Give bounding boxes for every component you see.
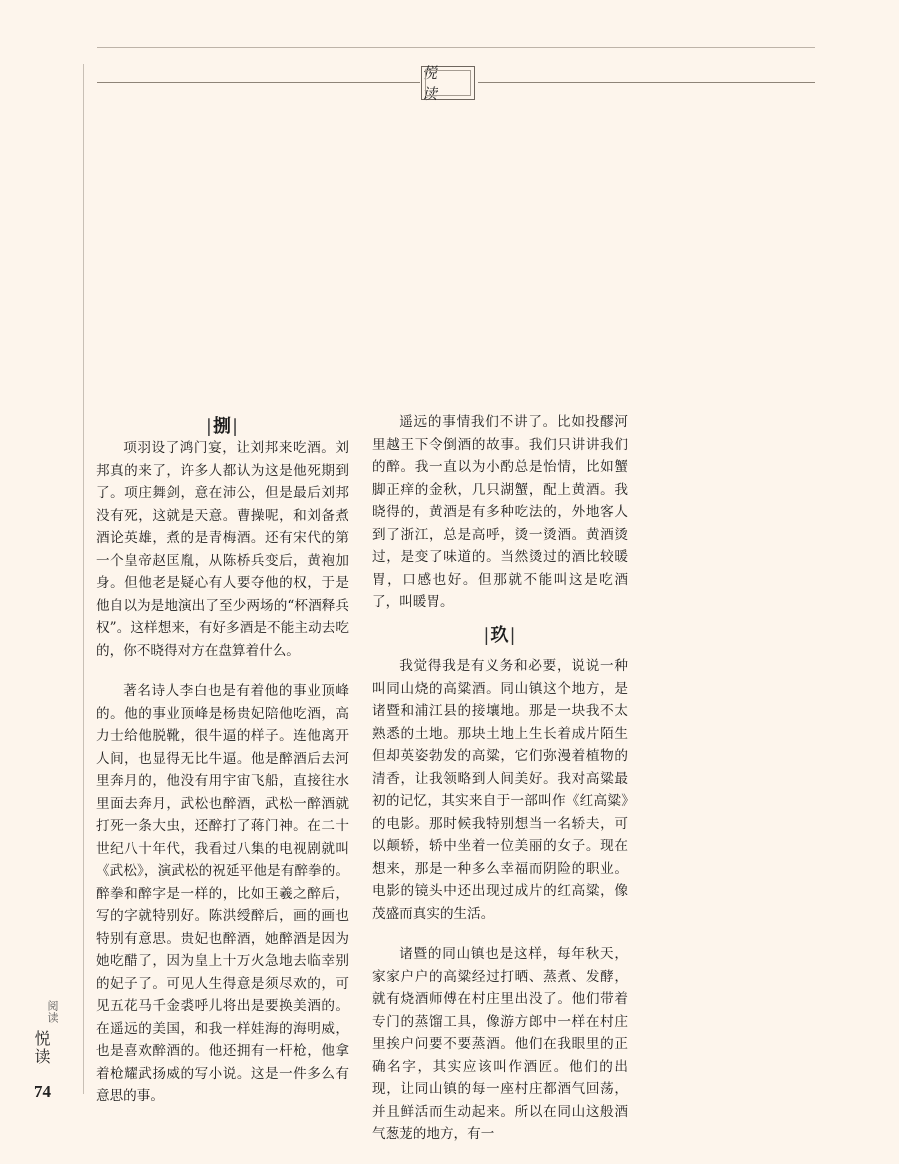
paragraph: 我觉得我是有义务和必要，说说一种叫同山烧的高粱酒。同山镇这个地方，是诸暨和浦江县的接壤地。那是一块我不太熟悉的土地。那块土地上生长着成片陌生但却英姿勃发的高粱，它们弥漫着植物的清香，让我领略到人间美好。我对高粱最初的记忆，其实来自于一部叫作《红高粱》的电影。那时候我特别想当一名轿夫，可以颠轿，轿中坐着一位美丽的女子。现在想来，那是一种多么幸福而阴险的职业。电影的镜头中还出现过成片的红高粱，像茂盛而真实的生活。 [372, 658, 628, 922]
page-number: 74 [34, 1082, 51, 1101]
top-rule [97, 47, 815, 48]
header-line-right [478, 82, 815, 83]
left-column [96, 437, 349, 1126]
margin-rule [83, 64, 84, 1094]
section-title-eight-text: 捌 [213, 416, 232, 437]
paragraph: 著名诗人李白也是有着他的事业顶峰的。他的事业顶峰是杨贵妃陪他吃酒，高力士给他脱靴，很牛逼的样子。连他离开人间，也显得无比牛逼。他是醉酒后去河里奔月的，他没有用宇宙飞船，直接往水里面去奔月，武松也醉酒，武松一醉酒就打死一条大虫，还醉打了蒋门神。在二十世纪八十年代，我看过八集的电视剧就叫《武松》，演武松的祝延平他是有醉拳的。醉拳和醉字是一样的，比如王羲之醉后，写的字就特别好。陈洪绶醉后，画的画也特别有意思。贵妃也醉酒，她醉酒是因为她吃醋了，因为皇上十万火急地去临幸别的妃子了。可见人生得意是须尽欢的，可见五花马千金裘呼儿将出是要换美酒的。在遥远的美国，和我一样娃海的海明威，也是喜欢醉酒的。他还拥有一杆枪，他拿着枪耀武扬威的写小说。这是一件多么有意思的事。 [96, 683, 349, 1104]
paragraph: 诸暨的同山镇也是这样，每年秋天，家家户户的高粱经过打晒、蒸煮、发酵，就有烧酒师傅在村庄里出没了。他们带着专门的蒸馏工具，像游方郎中一样在村庄里挨户问要不要蒸酒。他们在我眼里的正确名字，其实应该叫作酒匠。他们的出现，让同山镇的每一座村庄都酒气回荡，并且鲜活而生动起来。所以在同山这般酒气葱茏的地方，有一 [372, 946, 628, 1142]
right-column-top [372, 411, 628, 632]
section-title-eight: |捌| [205, 416, 240, 437]
paragraph: 遥远的事情我们不讲了。比如投醪河里越王下令倒酒的故事。我们只讲讲我们的醉。我一直以为小酌总是怡情，比如蟹脚正痒的金秋，几只湖蟹，配上黄酒。我晓得的，黄酒是有多种吃法的，外地客人到了浙江，总是高呼，烫一烫酒。黄酒烫过，是变了味道的。当然烫过的酒比较暖胃，口感也好。但那就不能叫这是吃酒了，叫暖胃。 [372, 414, 628, 610]
sidebar-kicker: 阅读 [46, 1000, 59, 1024]
section-title-nine: |玖| [483, 625, 517, 646]
paragraph: 项羽设了鸿门宴，让刘邦来吃酒。刘邦真的来了，许多人都认为这是他死期到了。项庄舞剑，意在沛公，但是最后刘邦没有死，这就是天意。曹操呢，和刘备煮酒论英雄，煮的是青梅酒。还有宋代的第一个皇帝赵匡胤，从陈桥兵变后，黄袍加身。但他老是疑心有人要夺他的权，于是他自以为是地演出了至少两场的“杯酒释兵权”。这样想来，有好多酒是不能主动去吃的，你不晓得对方在盘算着什么。 [96, 440, 349, 659]
sidebar-title: 悦读 [32, 1030, 51, 1066]
section-label: 悦 读 [421, 66, 475, 100]
header-line-left [97, 82, 420, 83]
section-title-nine-text: 玖 [490, 625, 510, 646]
right-column-bottom [372, 655, 628, 1164]
